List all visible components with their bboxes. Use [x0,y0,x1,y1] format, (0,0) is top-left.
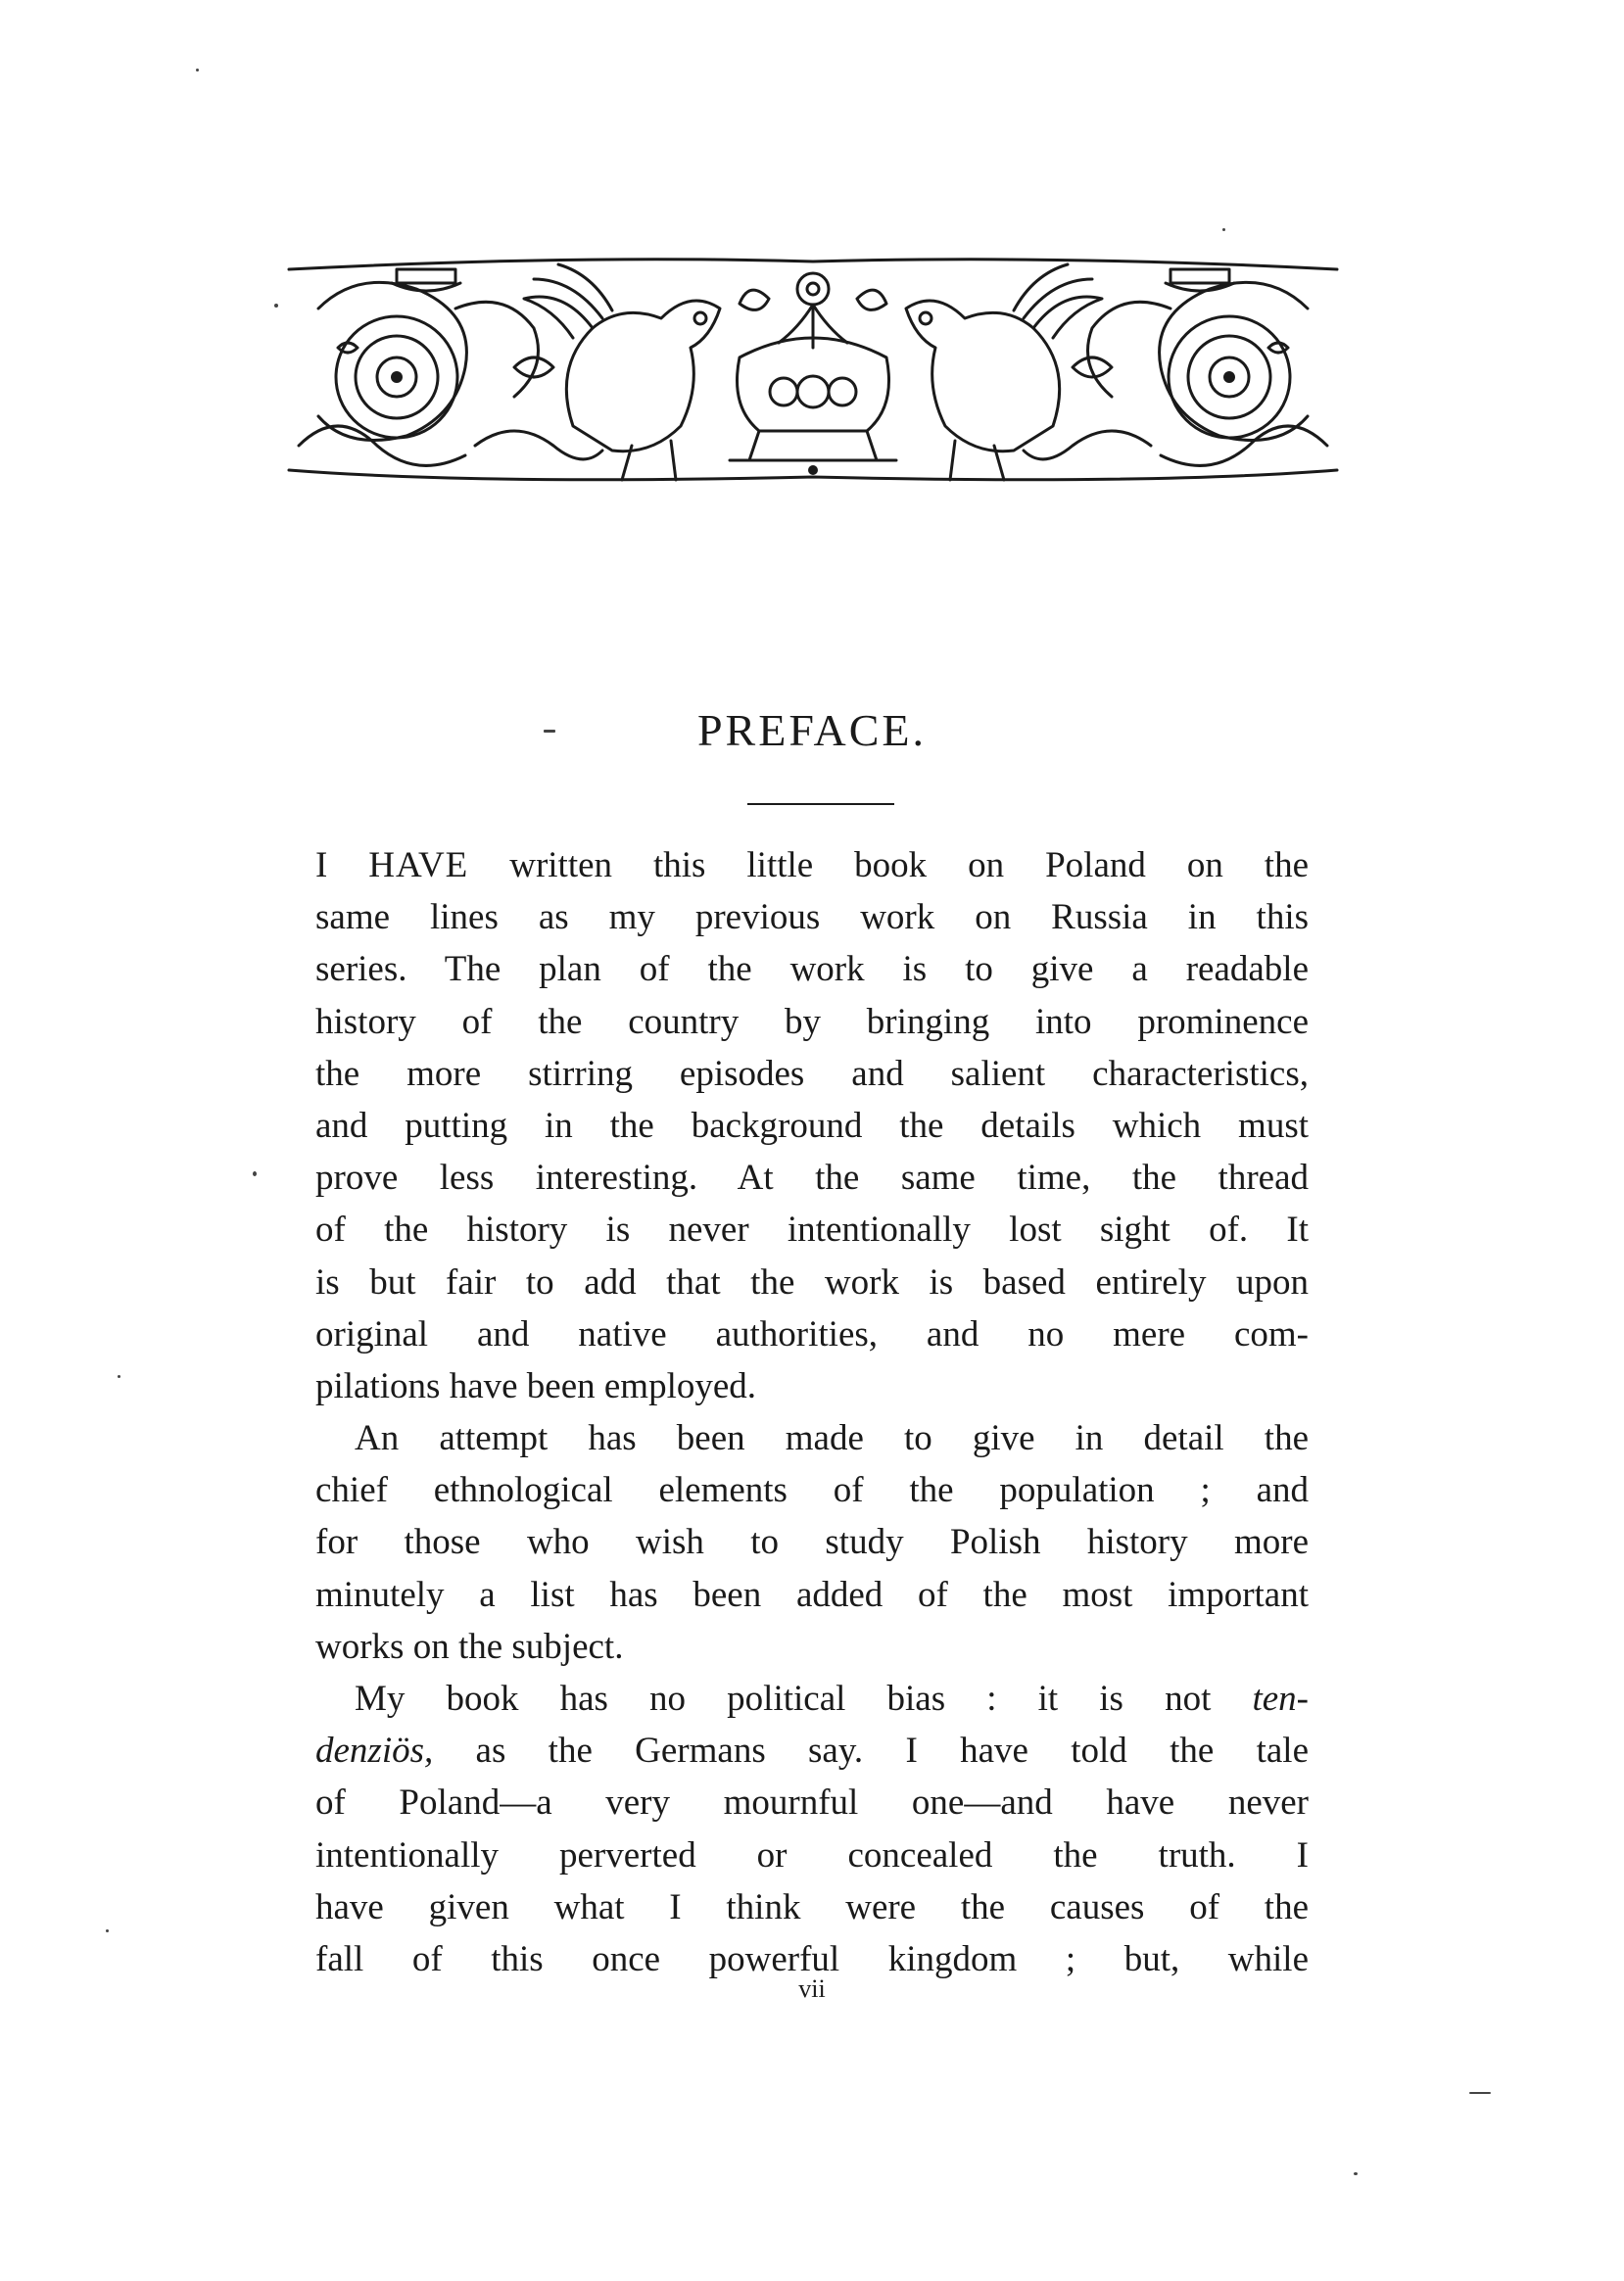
text-line: same lines as my previous work on Russia in this [315,897,1309,938]
scan-speck [1469,2092,1491,2094]
scan-speck [1222,228,1225,231]
preface-body [315,839,1309,1985]
text-line: An attempt has been made to give in detail the [355,1418,1309,1459]
scan-speck [274,304,278,308]
title-rule [747,803,894,805]
scan-speck [106,1929,109,1932]
text-line: history of the country by bringing into prominence [315,1001,1309,1042]
text-line: for those who wish to study Polish history more [315,1522,1309,1563]
page-title: PREFACE. [696,705,928,755]
text-line: and putting in the background the details which must [315,1105,1309,1146]
text-line: fall of this once powerful kingdom ; but, while [315,1938,1309,1979]
text-line: I HAVE written this little book on Poland on the [315,845,1309,885]
text-line: series. The plan of the work is to give a readable [315,949,1309,990]
text-line: chief ethnological elements of the population ; and [315,1470,1309,1511]
page-number: vii [798,1974,826,2003]
text-line: original and native authorities, and no mere com- [315,1313,1309,1354]
text-line: My book has no political bias : it is not ten- [355,1679,1309,1719]
text-line: intentionally perverted or concealed the truth. I [315,1834,1309,1876]
scan-speck [253,1171,257,1176]
text-line: of Poland—a very mournful one—and have never [315,1782,1309,1824]
text-line: is but fair to add that the work is based entirely upon [315,1261,1309,1303]
text-line: prove less interesting. At the same time, the thread [315,1158,1309,1199]
scan-speck [1354,2172,1358,2175]
text-line: minutely a list has been added of the most important [315,1574,1309,1615]
scan-speck [196,69,199,71]
scan-speck [544,730,555,733]
text-line: denziös, as the Germans say. I have told the tale [315,1731,1309,1772]
text-line: the more stirring episodes and salient characteristics, [315,1053,1309,1094]
text-line: have given what I think were the causes of the [315,1886,1309,1927]
ornamental-headpiece [279,250,1347,495]
text-line: of the history is never intentionally lost sight of. It [315,1210,1309,1251]
text-line: pilations have been employed. [315,1365,757,1406]
text-line: works on the subject. [315,1626,624,1667]
scan-speck [118,1375,120,1378]
